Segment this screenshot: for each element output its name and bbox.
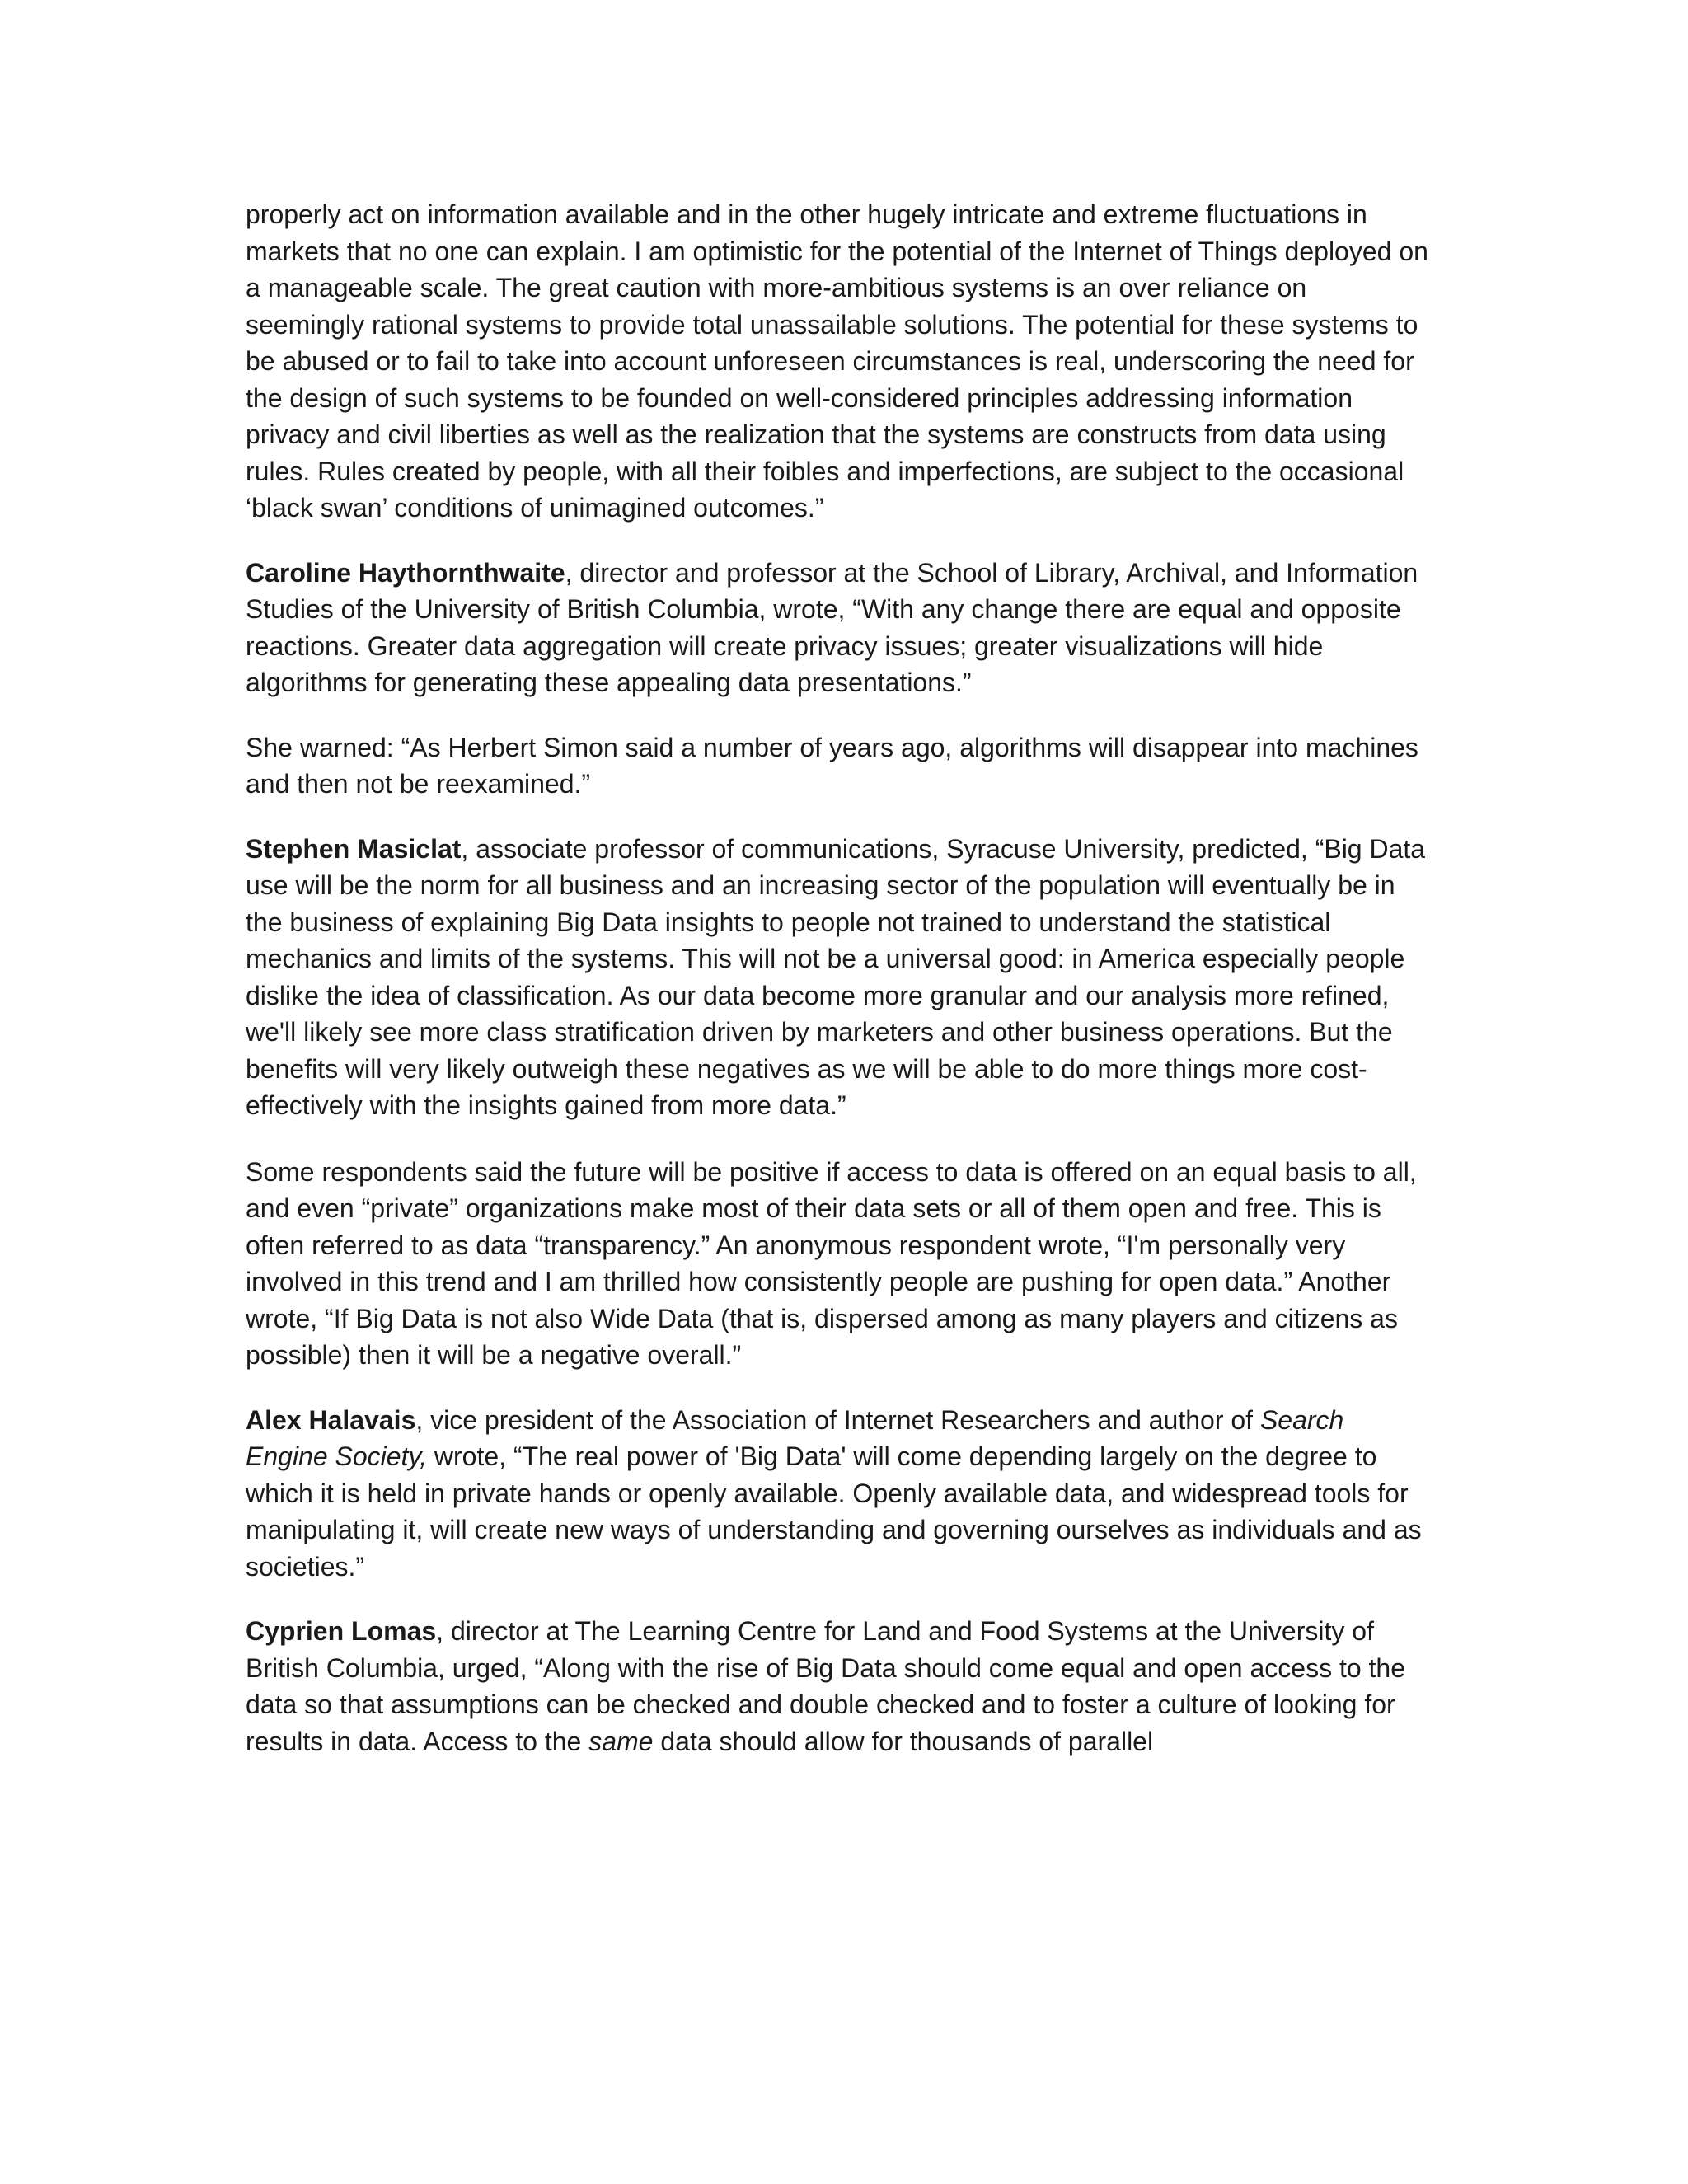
paragraph-text: wrote, “The real power of 'Big Data' will come depending largely on the degree to which it is held in private hands or openly available. Openly available data, and widespread tools for manipulating it, will create new ways of understanding and governing ourselves as individuals and as societies.” [246,1441,1422,1582]
paragraph-text: She warned: “As Herbert Simon said a number of years ago, algorithms will disappear into machines and then not be reexamined.” [246,732,1418,799]
page-body [246,196,1432,1788]
emphasis-text: same [588,1726,654,1756]
paragraph-she-warned [246,729,1432,803]
paragraph-masiclat [246,831,1432,1124]
paragraph-text: properly act on information available and in the other hugely intricate and extreme fluctuations in markets that no one can explain. I am optimistic for the potential of the Internet of Things deployed on a manageable scale. The great caution with more-ambitious systems is an over reliance on seemingly rational systems to provide total unassailable solutions. The potential for these systems to be abused or to fail to take into account unforeseen circumstances is real, underscoring the need for the design of such systems to be founded on well-considered principles addressing information privacy and civil liberties as well as the realization that the systems are constructs from data using rules. Rules created by people, with all their foibles and imperfections, are subject to the occasional ‘black swan’ conditions of unimagined outcomes.” [246,199,1428,523]
paragraph-text: Some respondents said the future will be positive if access to data is offered on an equal basis to all, and even “private” organizations make most of their data sets or all of them open and free. This is often referred to as data “transparency.” An anonymous respondent wrote, “I'm personally very involved in this trend and I am thrilled how consistently people are pushing for open data.” Another wrote, “If Big Data is not also Wide Data (that is, dispersed among as many players and citizens as possible) then it will be a negative overall.” [246,1156,1417,1370]
paragraph-halavais [246,1402,1432,1586]
respondent-name: Stephen Masiclat [246,833,462,864]
paragraph-continued-quote [246,196,1432,527]
respondent-name: Caroline Haythornthwaite [246,557,565,588]
paragraph-haythornthwaite [246,555,1432,701]
respondent-name: Cyprien Lomas [246,1616,437,1646]
paragraph-text: , associate professor of communications, Syracuse University, predicted, “Big Data use will be the norm for all business and an increasing sector of the population will eventually be in the business of explaining Big Data insights to people not trained to understand the statistical mechanics and limits of the systems. This will not be a universal good: in America especially people dislike the idea of classification. As our data become more granular and our analysis more refined, we'll likely see more class stratification driven by marketers and other business operations. But the benefits will very likely outweigh these negatives as we will be able to do more things more cost-effectively with the insights gained from more data.” [246,833,1426,1120]
paragraph-text: , director at The Learning Centre for Land and Food Systems at the University of British Columbia, urged, “Along with the rise of Big Data should come equal and open access to the data so that assumptions can be checked and double checked and to foster a culture of looking for results in data. Access to the [246,1616,1406,1756]
paragraph-transparency [246,1154,1432,1374]
paragraph-text: , director and professor at the School of Library, Archival, and Information Studies of the University of British Columbia, wrote, “With any change there are equal and opposite reactions. Greater data aggregation will create privacy issues; greater visualizations will hide algorithms for generating these appealing data presentations.” [246,557,1418,697]
paragraph-lomas [246,1613,1432,1760]
paragraph-text: data should allow for thousands of parallel [653,1726,1154,1756]
book-title: Search Engine Society, [246,1404,1344,1471]
paragraph-text: , vice president of the Association of Internet Researchers and author of [415,1404,1260,1435]
respondent-name: Alex Halavais [246,1404,416,1435]
